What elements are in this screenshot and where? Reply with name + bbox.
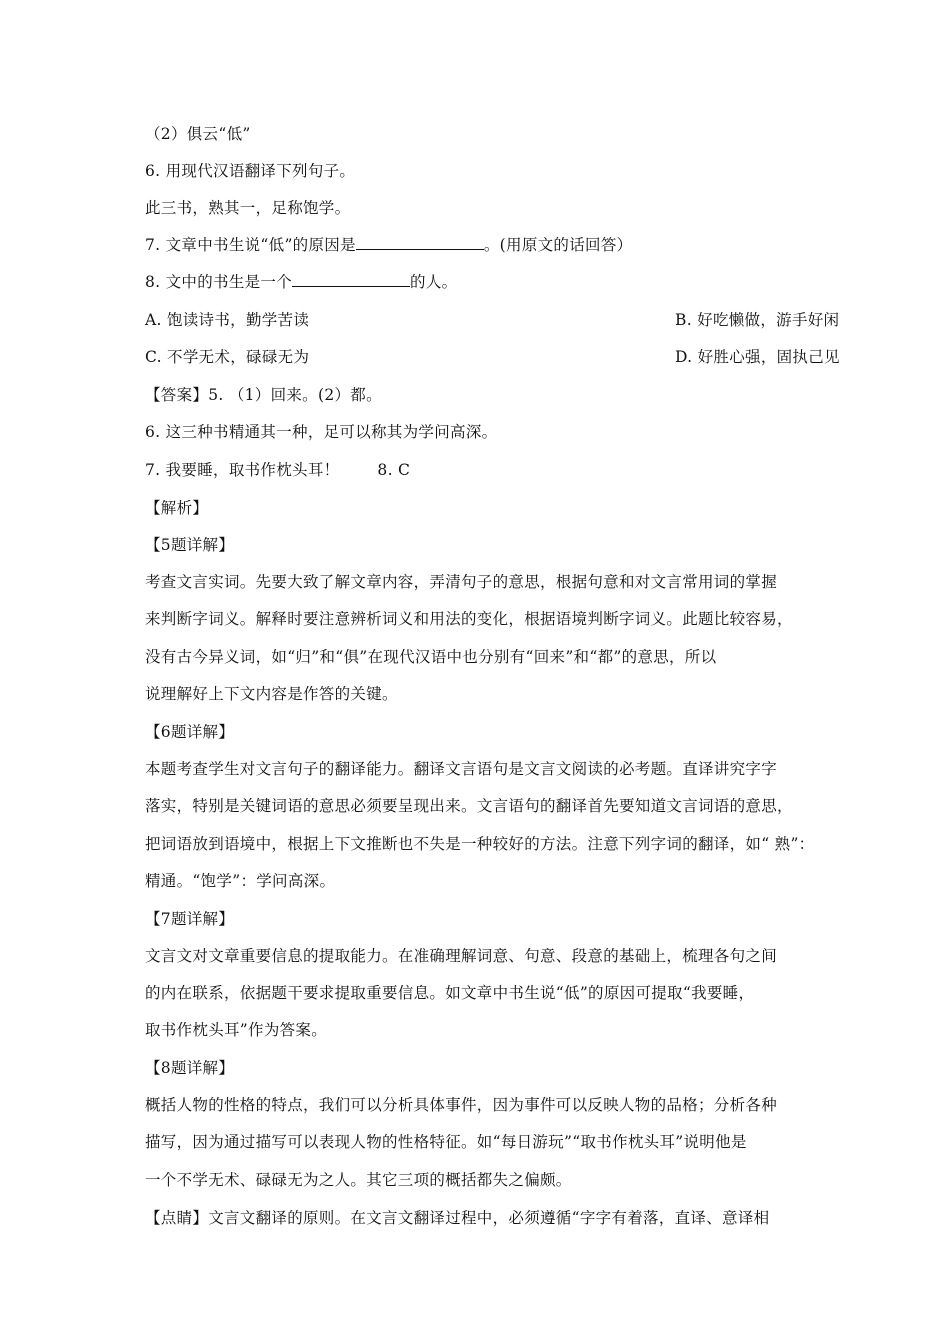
detail-6-line: 本题考查学生对文言句子的翻译能力。翻译文言语句是文言文阅读的必考题。直译讲究字字 — [145, 760, 778, 778]
options-row-2 — [145, 346, 840, 368]
option-b: B. 好吃懒做，游手好闲 — [675, 311, 840, 329]
detail-8-line: 描写，因为通过描写可以表现人物的性格特征。如“每日游玩”“取书作枕头耳”说明他是 — [145, 1133, 747, 1151]
question-8-text: 8. 文中的书生是一个 — [145, 273, 293, 291]
question-7-suffix: 。(用原文的话回答） — [483, 236, 633, 254]
question-7-text: 7. 文章中书生说“低”的原因是 — [145, 236, 356, 254]
question-7-blank — [356, 234, 484, 250]
answer-8: 8. C — [377, 461, 411, 479]
detail-5-line: 考查文言实词。先要大致了解文章内容，弄清句子的意思，根据句意和对文言常用词的掌握 — [145, 573, 778, 591]
question-6-sentence: 此三书，熟其一，足称饱学。 — [145, 199, 351, 217]
option-c: C. 不学无术，碌碌无为 — [145, 348, 310, 366]
option-a: A. 饱读诗书，勤学苦读 — [145, 311, 310, 329]
question-8-blank — [292, 271, 410, 287]
detail-7-line: 文言文对文章重要信息的提取能力。在准确理解词意、句意、段意的基础上，梳理各句之间 — [145, 947, 778, 965]
tip-line: 【点睛】文言文翻译的原则。在文言文翻译过程中，必须遵循“字字有着落，直译、意译相 — [145, 1209, 770, 1227]
detail-7-line: 取书作枕头耳”作为答案。 — [145, 1021, 328, 1039]
detail-7-heading: 【7题详解】 — [145, 910, 235, 928]
answer-line-3 — [145, 459, 835, 481]
detail-6-heading: 【6题详解】 — [145, 723, 235, 741]
question-6-prompt: 6. 用现代汉语翻译下列句子。 — [145, 162, 356, 180]
options-row-1 — [145, 309, 840, 331]
detail-6-line: 落实，特别是关键词语的意思必须要呈现出来。文言语句的翻译首先要知道文言词语的意思， — [145, 797, 793, 815]
detail-8-line: 概括人物的性格的特点，我们可以分析具体事件，因为事件可以反映人物的品格；分析各种 — [145, 1096, 778, 1114]
detail-6-line: 把词语放到语境中，根据上下文推断也不失是一种较好的方法。注意下列字词的翻译，如“ 熟”： — [145, 835, 815, 853]
answer-line-1: 【答案】5. （1）回来。(2）都。 — [145, 386, 382, 404]
detail-6-line: 精通。“饱学”：学问高深。 — [145, 872, 336, 890]
detail-5-line: 来判断字词义。解释时要注意辨析词义和用法的变化，根据语境判断字词义。此题比较容易， — [145, 610, 793, 628]
detail-5-line: 没有古今异义词，如“归”和“俱”在现代汉语中也分别有“回来”和“都”的意思，所以 — [145, 648, 717, 666]
answer-7: 7. 我要睡，取书作枕头耳！ — [145, 461, 340, 479]
answer-line-2: 6. 这三种书精通其一种，足可以称其为学问高深。 — [145, 423, 498, 441]
detail-5-line: 说理解好上下文内容是作答的关键。 — [145, 685, 398, 703]
question-8 — [145, 271, 835, 293]
question-8-suffix: 的人。 — [410, 273, 458, 291]
option-d: D. 好胜心强，固执己见 — [675, 348, 840, 366]
detail-7-line: 的内在联系，依据题干要求提取重要信息。如文章中书生说“低”的原因可提取“我要睡， — [145, 984, 755, 1002]
detail-5-heading: 【5题详解】 — [145, 536, 235, 554]
analysis-heading: 【解析】 — [145, 499, 209, 517]
question-5-part-2: （2）俱云“低” — [145, 125, 251, 143]
detail-8-heading: 【8题详解】 — [145, 1059, 235, 1077]
question-7 — [145, 234, 835, 256]
detail-8-line: 一个不学无术、碌碌无为之人。其它三项的概括都失之偏颇。 — [145, 1171, 572, 1189]
